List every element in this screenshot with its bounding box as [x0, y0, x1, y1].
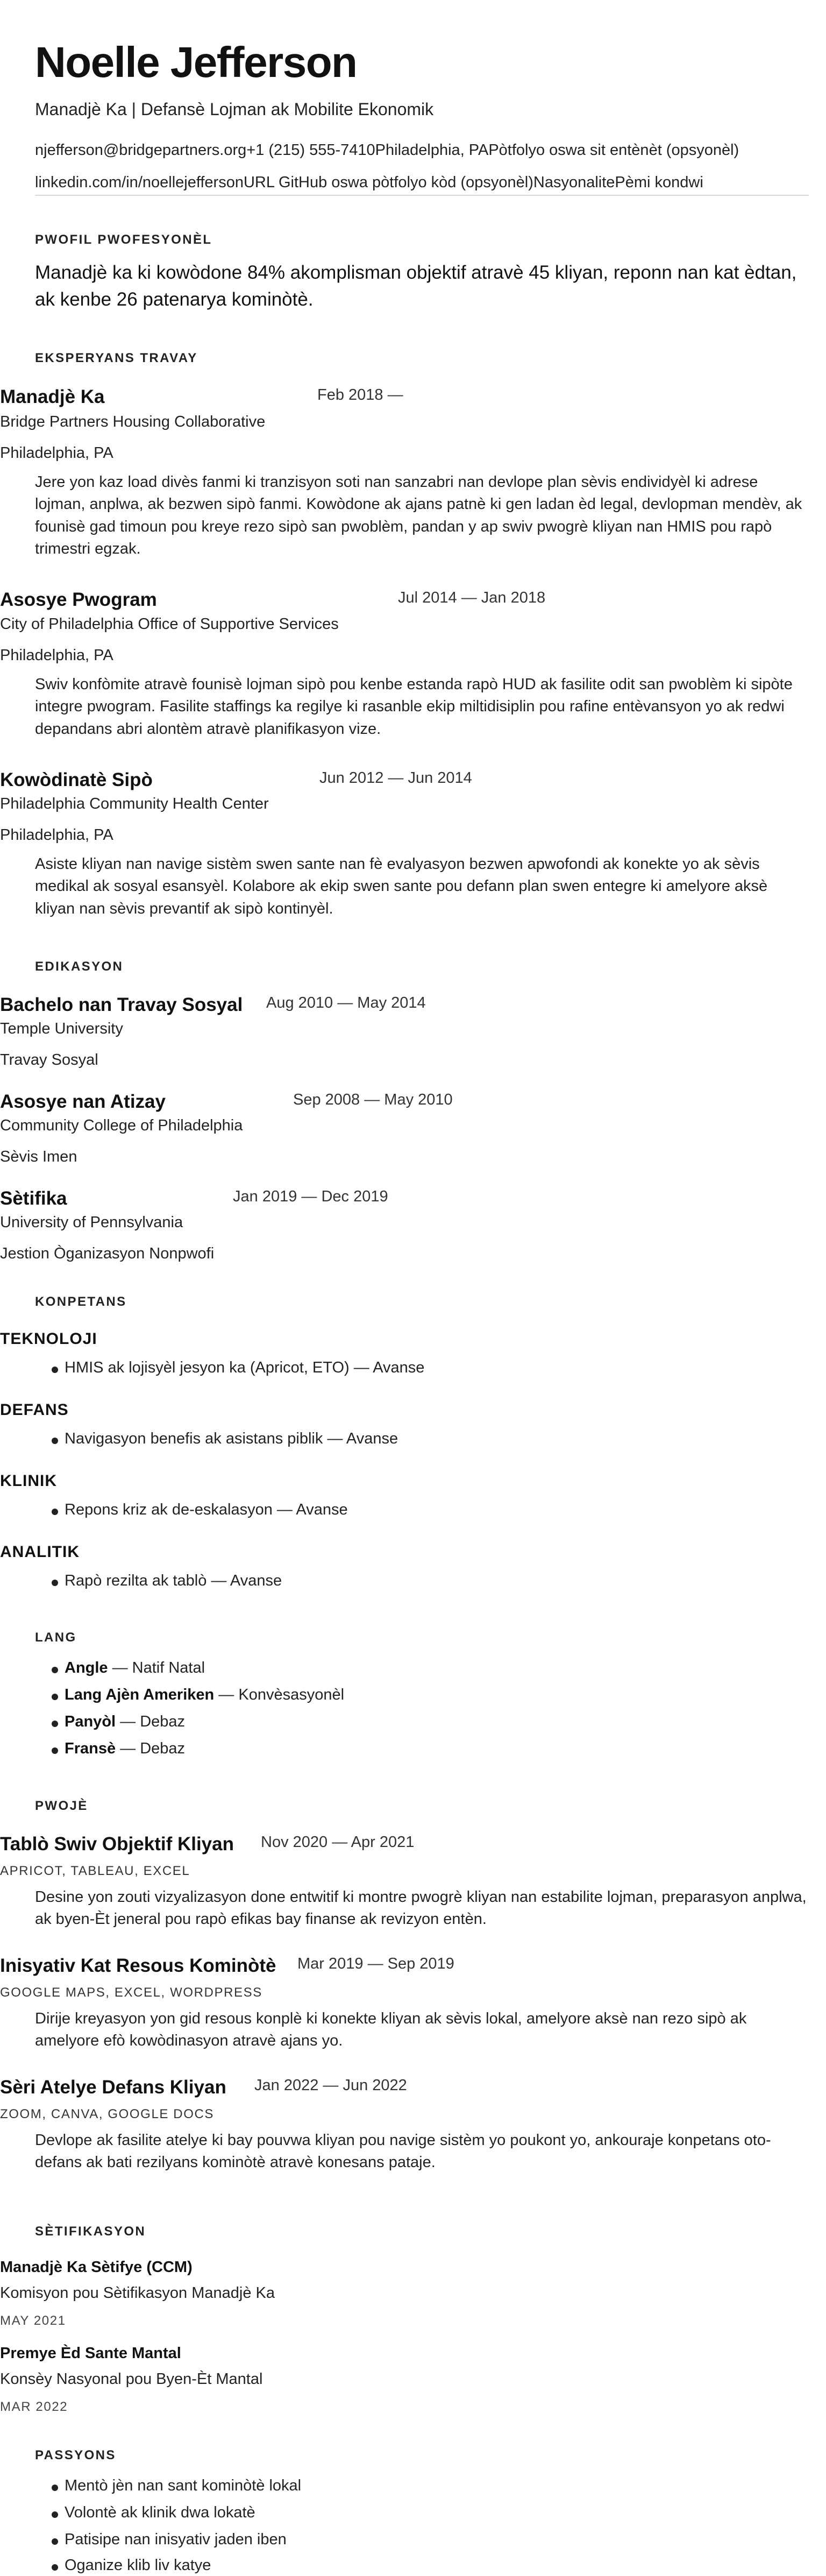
skill-category: KLINIK [0, 1472, 57, 1490]
degree-title: Sètifika [0, 1188, 67, 1209]
degree-title: Asosye nan Atizay [0, 1091, 166, 1112]
project-date: Mar 2019 — Sep 2019 [297, 1955, 454, 1972]
certification-date: MAY 2021 [0, 2313, 66, 2328]
certification-name: Premye Èd Sante Mantal [0, 2345, 181, 2362]
skill-category: ANALITIK [0, 1543, 80, 1561]
skill-category: DEFANS [0, 1401, 69, 1419]
project-date: Nov 2020 — Apr 2021 [261, 1834, 415, 1851]
section-heading-projects: PWOJÈ [35, 1799, 88, 1813]
job-title: Asosye Pwogram [0, 589, 157, 610]
candidate-title: Manadjè Ka | Defansè Lojman ak Mobilite Ekonomik [35, 100, 434, 119]
section-heading-education: EDIKASYON [35, 959, 124, 974]
job-description: Asiste kliyan nan navige sistèm swen sante nan fè evalyasyon bezwen apwofondi ak konekte yo ak sèvis medikal ak sosyal esansyèl. Kolabore ak ekip swen sante pou defann plan swen entegre ki amelyore aksè kliyan nan sèvis prevantif ak sipò kontinyèl. [35, 855, 768, 917]
job-title: Manadjè Ka [0, 386, 105, 407]
job-description: Jere yon kaz load divès fanmi ki tranzisyon soti nan sanzabri nan devlope plan sèvis endividyèl ki adrese lojman, anplwa, ak bezwen sipò fanmi. Kowòdone ak ajans patnè ki gen ladan èd legal, devlopman mendèv, ak founisè gad timoun pou kreye rezo sipò san pwoblèm, pandan y ap swiv pwogrè kliyan nan HMIS pou rapò trimestri egzak. [35, 473, 802, 558]
job-description: Swiv konfòmite atravè founisè lojman sipò pou kenbe estanda rapò HUD ak fasilite odit san pwoblèm ki sipòte integre pwogram. Fasilite staffings ka regilye ki rasanble ekip miltidisiplin pou rafine entèvansyon yo ak redwi depandans abri alontèm atravè planifikasyon vize. [35, 676, 793, 738]
language-level: — Konvèsasyonèl [214, 1686, 345, 1703]
degree-field: Jestion Òganizasyon Nonpwofi [0, 1245, 215, 1262]
candidate-name: Noelle Jefferson [35, 38, 357, 86]
project-tech: ZOOM, CANVA, GOOGLE DOCS [0, 2107, 215, 2121]
section-heading-languages: LANG [35, 1630, 77, 1645]
job-org: Philadelphia Community Health Center [0, 795, 269, 812]
degree-school: Temple University [0, 1020, 123, 1037]
interest-item: Oganize klib liv katye [65, 2557, 211, 2574]
degree-date: Jan 2019 — Dec 2019 [233, 1188, 388, 1205]
job-date: Feb 2018 — [317, 386, 403, 404]
project-description: Desine yon zouti vizyalizasyon done entwitif ki montre pwogrè kliyan nan estabilite lojman, preparasyon anplwa, ak byen-Èt jeneral pou rapò efikas bay finanse ak revizyon entèn. [35, 1888, 807, 1928]
project-description: Dirije kreyasyon yon gid resous konplè ki konekte kliyan ak sèvis lokal, amelyore aksè nan rezo sipò ak amelyore efò kowòdinasyon atravè ajans yo. [35, 2010, 747, 2050]
contact-line-2: linkedin.com/in/noellejeffersonURL GitHub oswa pòtfolyo kòd (opsyonèl)NasyonalitePèmi kondwi [35, 174, 703, 191]
language-level: — Debaz [116, 1740, 186, 1757]
degree-field: Travay Sosyal [0, 1051, 98, 1068]
certification-date: MAR 2022 [0, 2400, 68, 2414]
bullet-icon [52, 2485, 58, 2491]
project-title: Tablò Swiv Objektif Kliyan [0, 1834, 234, 1855]
section-heading-summary: PWOFIL PWOFESYONÈL [35, 232, 212, 247]
project-title: Inisyativ Kat Resous Kominòtè [0, 1955, 276, 1976]
language-item [65, 1740, 185, 1758]
contact-line-1: njefferson@bridgepartners.org+1 (215) 555-7410Philadelphia, PAPòtfolyo oswa sit entènèt (opsyonèl) [35, 141, 739, 159]
interest-item: Volontè ak klinik dwa lokatè [65, 2504, 255, 2521]
job-org: City of Philadelphia Office of Supportive Services [0, 615, 339, 633]
degree-date: Aug 2010 — May 2014 [266, 994, 426, 1011]
skill-item: Navigasyon benefis ak asistans piblik — Avanse [65, 1430, 398, 1447]
certification-name: Manadjè Ka Sètifye (CCM) [0, 2259, 193, 2276]
section-heading-skills: KONPETANS [35, 1294, 127, 1309]
job-date: Jul 2014 — Jan 2018 [398, 589, 546, 606]
language-name: Fransè [65, 1740, 116, 1757]
bullet-icon [52, 1367, 58, 1373]
bullet-icon [52, 1721, 58, 1727]
job-title: Kowòdinatè Sipò [0, 769, 153, 790]
skill-item: Repons kriz ak de-eskalasyon — Avanse [65, 1501, 348, 1518]
job-location: Philadelphia, PA [0, 444, 113, 462]
bullet-icon [52, 1667, 58, 1673]
skill-item: HMIS ak lojisyèl jesyon ka (Apricot, ETO) — Avanse [65, 1359, 425, 1376]
skill-category: TEKNOLOJI [0, 1330, 97, 1348]
project-date: Jan 2022 — Jun 2022 [254, 2077, 407, 2094]
project-title: Sèri Atelye Defans Kliyan [0, 2077, 226, 2098]
certification-issuer: Komisyon pou Sètifikasyon Manadjè Ka [0, 2284, 275, 2302]
language-item [65, 1713, 185, 1731]
interest-item: Patisipe nan inisyativ jaden iben [65, 2531, 287, 2548]
language-item [65, 1686, 344, 1704]
degree-school: Community College of Philadelphia [0, 1117, 243, 1134]
degree-date: Sep 2008 — May 2010 [293, 1091, 453, 1108]
job-location: Philadelphia, PA [0, 647, 113, 664]
header-divider [35, 195, 809, 196]
bullet-icon [52, 1438, 58, 1444]
section-heading-certifications: SÈTIFIKASYON [35, 2224, 146, 2239]
bullet-icon [52, 2511, 58, 2518]
language-level: — Natif Natal [108, 1659, 205, 1676]
language-item [65, 1659, 205, 1677]
bullet-icon [52, 1509, 58, 1515]
degree-field: Sèvis Imen [0, 1148, 77, 1165]
skill-item: Rapò rezilta ak tablò — Avanse [65, 1572, 282, 1589]
project-tech: APRICOT, TABLEAU, EXCEL [0, 1864, 190, 1878]
certification-issuer: Konsèy Nasyonal pou Byen-Èt Mantal [0, 2370, 263, 2388]
project-description: Devlope ak fasilite atelye ki bay pouvwa kliyan pou navige sistèm yo poukont yo, ankouraje konpetans oto-defans ak bati rezilyans kominòtè atravè konesans pataje. [35, 2132, 771, 2171]
section-heading-experience: EKSPERYANS TRAVAY [35, 351, 198, 365]
language-name: Lang Ajèn Ameriken [65, 1686, 215, 1703]
language-name: Panyòl [65, 1713, 116, 1730]
bullet-icon [52, 1747, 58, 1754]
language-level: — Debaz [116, 1713, 186, 1730]
summary-text: Manadjè ka ki kowòdone 84% akomplisman objektif atravè 45 kliyan, reponn nan kat èdtan, ak kenbe 26 patenarya kominòtè. [35, 262, 797, 310]
bullet-icon [52, 2564, 58, 2571]
degree-school: University of Pennsylvania [0, 1214, 183, 1231]
bullet-icon [52, 2538, 58, 2545]
section-heading-interests: PASSYONS [35, 2448, 116, 2462]
bullet-icon [52, 1580, 58, 1586]
degree-title: Bachelo nan Travay Sosyal [0, 994, 243, 1015]
language-name: Angle [65, 1659, 108, 1676]
job-date: Jun 2012 — Jun 2014 [319, 769, 472, 787]
interest-item: Mentò jèn nan sant kominòtè lokal [65, 2477, 302, 2494]
project-tech: GOOGLE MAPS, EXCEL, WORDPRESS [0, 1985, 262, 2000]
bullet-icon [52, 1694, 58, 1700]
job-org: Bridge Partners Housing Collaborative [0, 413, 266, 430]
job-location: Philadelphia, PA [0, 826, 113, 844]
